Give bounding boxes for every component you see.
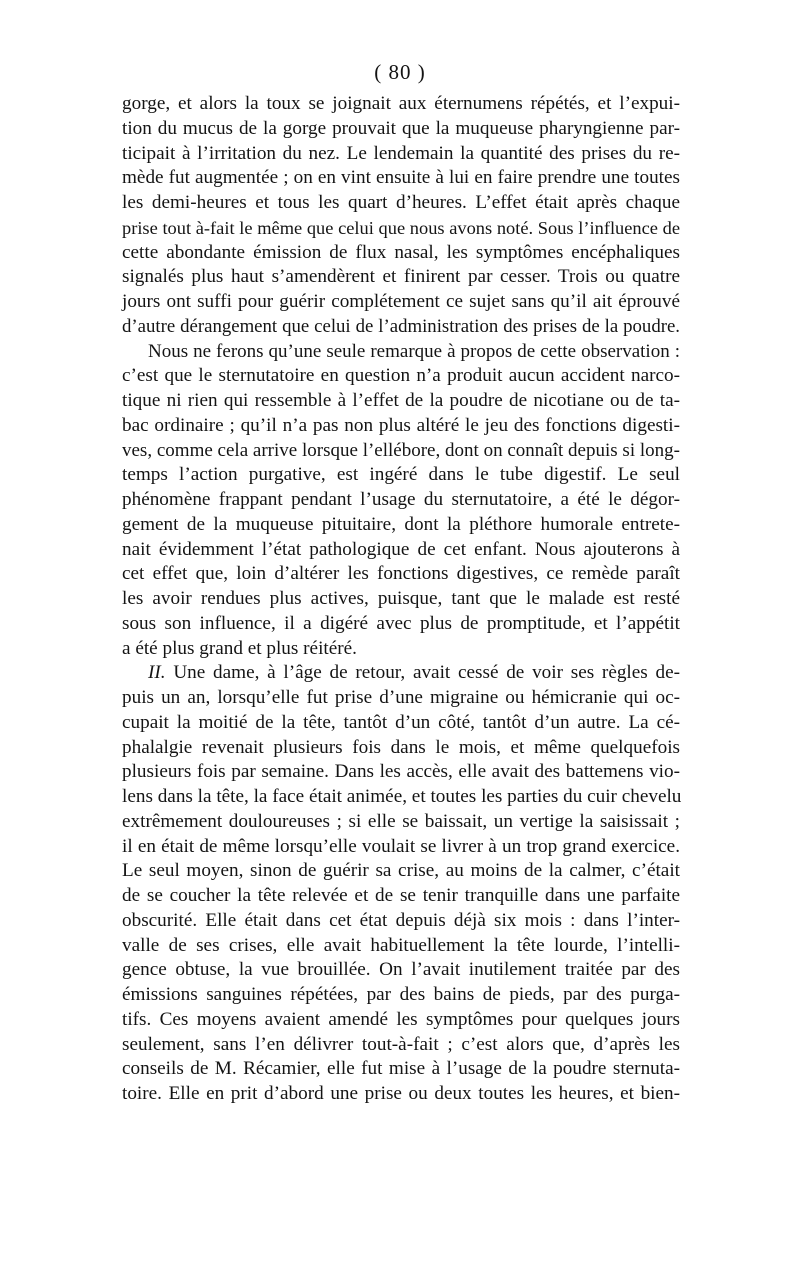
text-line: cette abondante émission de flux nasal, les symptômes encéphaliques: [122, 241, 680, 263]
body-text: [122, 92, 680, 1107]
text-line: gement de la muqueuse pituitaire, dont la pléthore humorale entrete-: [122, 513, 680, 535]
text-line: gorge, et alors la toux se joignait aux éternumens répétés, et l’expui-: [122, 93, 680, 114]
text-line: toire. Elle en prit d’abord une prise ou deux toutes les heures, et bien-: [122, 1083, 680, 1104]
text-line: lens dans la tête, la face était animée, et toutes les parties du cuir chevelu: [122, 786, 682, 807]
text-line: valle de ses crises, elle avait habituellement la tête lourde, l’intelli-: [122, 934, 680, 956]
text-line: seulement, sans l’en délivrer tout-à-fait ; c’est alors que, d’après les: [122, 1033, 680, 1055]
text-line: de se coucher la tête relevée et de se tenir tranquille dans une parfaite: [122, 885, 680, 906]
text-line: signalés plus haut s’amendèrent et finirent par cesser. Trois ou quatre: [122, 266, 680, 288]
text-line: a été plus grand et plus réitéré.: [122, 637, 357, 659]
text-line: tifs. Ces moyens avaient amendé les symptômes pour quelques jours: [122, 1008, 680, 1030]
text-line: gence obtuse, la vue brouillée. On l’avait inutilement traitée par des: [122, 959, 680, 981]
text-line: temps l’action purgative, est ingéré dans le tube digestif. Le seul: [122, 464, 680, 486]
text-line: mède fut augmentée ; on en vint ensuite à lui en faire prendre une toutes: [122, 167, 680, 189]
text-line: tion du mucus de la gorge prouvait que la muqueuse pharyngienne par-: [122, 117, 680, 139]
text-line: cet effet que, loin d’altérer les fonctions digestives, ce remède paraît: [122, 563, 680, 585]
text-line: ticipait à l’irritation du nez. Le lendemain la quantité des prises du re-: [122, 142, 680, 164]
text-line: phalalgie revenait plusieurs fois dans le mois, et même quelquefois: [122, 736, 680, 758]
text-line: bac ordinaire ; qu’il n’a pas non plus altéré le jeu des fonctions digesti-: [122, 414, 680, 436]
text-line: puis un an, lorsqu’elle fut prise d’une migraine ou hémicranie qui oc-: [122, 687, 680, 708]
text-line: plusieurs fois par semaine. Dans les accès, elle avait des battemens vio-: [122, 761, 680, 783]
paragraph-2: [122, 340, 680, 662]
paragraph-3: [122, 661, 680, 1107]
text-line: émissions sanguines répétées, par des bains de pieds, par des purga-: [122, 984, 680, 1005]
text-line: [122, 661, 680, 686]
text-line-content: Une dame, à l’âge de retour, avait cessé de voir ses règles de-: [165, 662, 680, 684]
text-line: les avoir rendues plus actives, puisque, tant que le malade est resté: [122, 588, 680, 609]
text-line: nait évidemment l’état pathologique de cet enfant. Nous ajouterons à: [122, 538, 680, 560]
text-line: Nous ne ferons qu’une seule remarque à propos de cette observation :: [148, 340, 680, 362]
text-line: cupait la moitié de la tête, tantôt d’un côté, tantôt d’un autre. La cé-: [122, 711, 680, 733]
text-line: ves, comme cela arrive lorsque l’ellébore, dont on connaît depuis si long-: [122, 439, 680, 461]
text-line: jours ont suffi pour guérir complétement ce sujet sans qu’il ait éprouvé: [122, 291, 680, 312]
text-line: conseils de M. Récamier, elle fut mise à l’usage de la poudre sternuta-: [122, 1058, 680, 1080]
text-line: phénomène frappant pendant l’usage du sternutatoire, a été le dégor-: [122, 489, 680, 510]
case-marker: II.: [148, 662, 166, 684]
text-line: il en était de même lorsqu’elle voulait se livrer à un trop grand exercice.: [122, 835, 680, 857]
text-line: extrêmement douloureuses ; si elle se baissait, un vertige la saisissait ;: [122, 810, 680, 832]
text-line: obscurité. Elle était dans cet état depuis déjà six mois : dans l’inter-: [122, 909, 680, 931]
text-line: sous son influence, il a digéré avec plus de promptitude, et l’appétit: [122, 612, 680, 634]
text-line: les demi-heures et tous les quart d’heures. L’effet était après chaque: [122, 192, 680, 213]
paragraph-1: [122, 92, 680, 340]
page-number: ( 80 ): [374, 60, 426, 84]
text-line: d’autre dérangement que celui de l’administration des prises de la poudre.: [122, 315, 680, 337]
text-line: c’est que le sternutatoire en question n’a produit aucun accident narco-: [122, 365, 680, 387]
text-line: tique ni rien qui ressemble à l’effet de la poudre de nicotiane ou de ta-: [122, 390, 680, 411]
text-line: Le seul moyen, sinon de guérir sa crise, au moins de la calmer, c’était: [122, 860, 680, 882]
text-line: prise tout à-fait le même que celui que nous avons noté. Sous l’influence de: [122, 217, 680, 238]
